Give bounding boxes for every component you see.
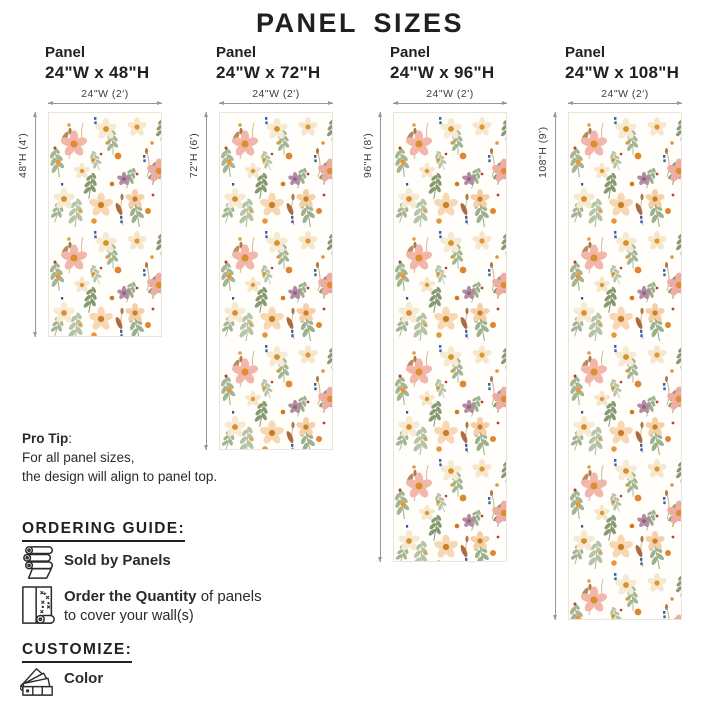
height-dimension-arrow <box>35 112 36 337</box>
wallpaper-panel-swatch <box>48 112 162 337</box>
panel-size: 24"W x 72"H <box>216 63 321 82</box>
pro-tip-line2: the design will align to panel top. <box>22 469 218 484</box>
panel-size: 24"W x 96"H <box>390 63 495 82</box>
customize-heading: CUSTOMIZE: <box>22 641 132 663</box>
panel-size: 24"W x 48"H <box>45 63 150 82</box>
sold-by-panels-text: Sold by Panels <box>64 552 171 569</box>
pro-tip-line1: For all panel sizes, <box>22 450 135 465</box>
wallpaper-panel-swatch <box>568 112 682 620</box>
height-dimension-arrow <box>206 112 207 450</box>
wallpaper-rolls-icon <box>20 545 58 581</box>
order-quantity-text: Order the Quantity of panels to cover your wall(s) <box>64 588 262 624</box>
width-dimension-arrow <box>568 103 682 104</box>
color-swatches-icon <box>20 663 56 697</box>
width-dimension-arrow <box>48 103 162 104</box>
height-dimension-arrow <box>380 112 381 562</box>
panel-sizes-infographic: PANEL SIZES Panel 24"W x 48"H 24"W (2') 48"H (4') Panel 24"W x 72"H 24"W (2') 72"H (6') Panel 24"W x 96"H 24"W (2') 96"H (8') Panel 24"W x 108"H 24"W (2') 108"H (9') Pro Tip: For all panel sizes, the design will align to panel top. ORDERING GUIDE: Sold by Panels Order the Quantity of panels to cover your wall(s) CUSTOMIZE: Color <box>0 0 720 720</box>
pro-tip-heading: Pro Tip <box>22 431 69 446</box>
wall-panel-icon <box>20 584 58 628</box>
width-dimension-label: 24"W (2') <box>81 88 129 100</box>
panel-label: Panel <box>390 44 431 61</box>
pro-tip: Pro Tip: For all panel sizes, the design will align to panel top. <box>22 431 218 484</box>
wallpaper-panel-swatch <box>219 112 333 450</box>
width-dimension-label: 24"W (2') <box>601 88 649 100</box>
width-dimension-arrow <box>393 103 507 104</box>
panel-size: 24"W x 108"H <box>565 63 680 82</box>
order-quantity-line2: to cover your wall(s) <box>64 608 194 624</box>
customize-color-text: Color <box>64 670 104 687</box>
panel-label: Panel <box>565 44 606 61</box>
panel-label: Panel <box>216 44 257 61</box>
wallpaper-panel-swatch <box>393 112 507 562</box>
width-dimension-label: 24"W (2') <box>426 88 474 100</box>
height-dimension-arrow <box>555 112 556 620</box>
ordering-guide-heading: ORDERING GUIDE: <box>22 520 185 542</box>
width-dimension-label: 24"W (2') <box>252 88 300 100</box>
panel-label: Panel <box>45 44 86 61</box>
page-title: PANEL SIZES <box>255 8 465 38</box>
width-dimension-arrow <box>219 103 333 104</box>
